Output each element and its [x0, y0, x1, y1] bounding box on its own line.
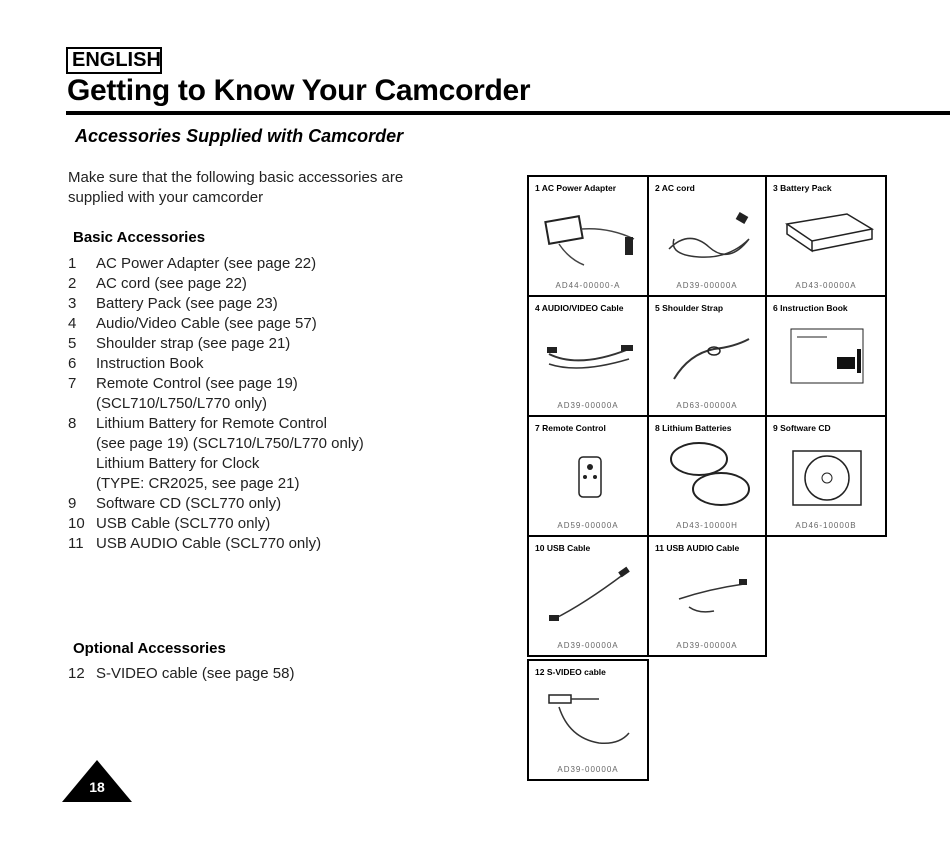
- cord-icon: [659, 199, 759, 269]
- list-item: 1 AC Power Adapter (see page 22): [68, 255, 317, 272]
- list-item: (TYPE: CR2025, see page 21): [96, 475, 300, 492]
- page-number: 18: [89, 779, 105, 795]
- list-item: 5 Shoulder strap (see page 21): [68, 335, 291, 352]
- intro-text: [68, 168, 448, 208]
- accessory-cell-battery: 3 Battery Pack AD43-00000A: [765, 175, 887, 297]
- remote-icon: [539, 439, 639, 509]
- av-cable-icon: [539, 319, 639, 389]
- list-item: 12 S-VIDEO cable (see page 58): [68, 665, 295, 682]
- optional-accessories-list: [68, 664, 294, 684]
- accessory-cell-strap: 5 Shoulder Strap AD63-00000A: [647, 295, 767, 417]
- usb-cable-icon: [539, 559, 639, 629]
- list-item: 4 Audio/Video Cable (see page 57): [68, 315, 317, 332]
- accessory-cell-remote: 7 Remote Control AD59-00000A: [527, 415, 649, 537]
- list-item: Lithium Battery for Clock: [96, 455, 260, 472]
- coin-battery-icon: [659, 439, 759, 509]
- basic-accessories-list: [68, 254, 364, 554]
- usb-audio-cable-icon: [659, 559, 759, 629]
- list-item: 3 Battery Pack (see page 23): [68, 295, 278, 312]
- list-item: 6 Instruction Book: [68, 355, 204, 372]
- list-item: 11 USB AUDIO Cable (SCL770 only): [68, 535, 322, 552]
- basic-accessories-heading: Basic Accessories: [73, 229, 206, 246]
- strap-icon: [659, 319, 759, 389]
- svideo-cable-icon: [539, 683, 639, 753]
- cd-icon: [777, 439, 877, 509]
- accessory-cell-usb-audio: 11 USB AUDIO Cable AD39-00000A: [647, 535, 767, 657]
- book-icon: [777, 319, 877, 389]
- accessory-cell-adapter: 1 AC Power Adapter AD44-00000-A: [527, 175, 649, 297]
- adapter-icon: [539, 199, 639, 269]
- accessory-cell-book: 6 Instruction Book: [765, 295, 887, 417]
- intro-line-2: supplied with your camcorder: [68, 189, 264, 206]
- intro-line-1: Make sure that the following basic accessories are: [68, 169, 404, 186]
- accessory-cell-usb: 10 USB Cable AD39-00000A: [527, 535, 649, 657]
- list-item: (see page 19) (SCL710/L750/L770 only): [96, 435, 364, 452]
- section-subtitle: Accessories Supplied with Camcorder: [75, 126, 404, 146]
- optional-accessories-heading: Optional Accessories: [73, 640, 226, 657]
- list-item: (SCL710/L750/L770 only): [96, 395, 267, 412]
- list-item: 7 Remote Control (see page 19): [68, 375, 298, 392]
- page-title: Getting to Know Your Camcorder: [67, 74, 531, 107]
- list-item: 9 Software CD (SCL770 only): [68, 495, 282, 512]
- battery-pack-icon: [777, 199, 877, 269]
- list-item: 10 USB Cable (SCL770 only): [68, 515, 271, 532]
- title-rule: [66, 111, 950, 115]
- accessory-cell-svideo: 12 S-VIDEO cable AD39-00000A: [527, 659, 649, 781]
- list-item: 2 AC cord (see page 22): [68, 275, 247, 292]
- accessory-cell-cord: 2 AC cord AD39-00000A: [647, 175, 767, 297]
- accessory-cell-lithium: 8 Lithium Batteries AD43-10000H: [647, 415, 767, 537]
- list-item: 8 Lithium Battery for Remote Control: [68, 415, 327, 432]
- language-label: ENGLISH: [66, 47, 162, 74]
- accessory-cell-av-cable: 4 AUDIO/VIDEO Cable AD39-00000A: [527, 295, 649, 417]
- accessory-cell-cd: 9 Software CD AD46-10000B: [765, 415, 887, 537]
